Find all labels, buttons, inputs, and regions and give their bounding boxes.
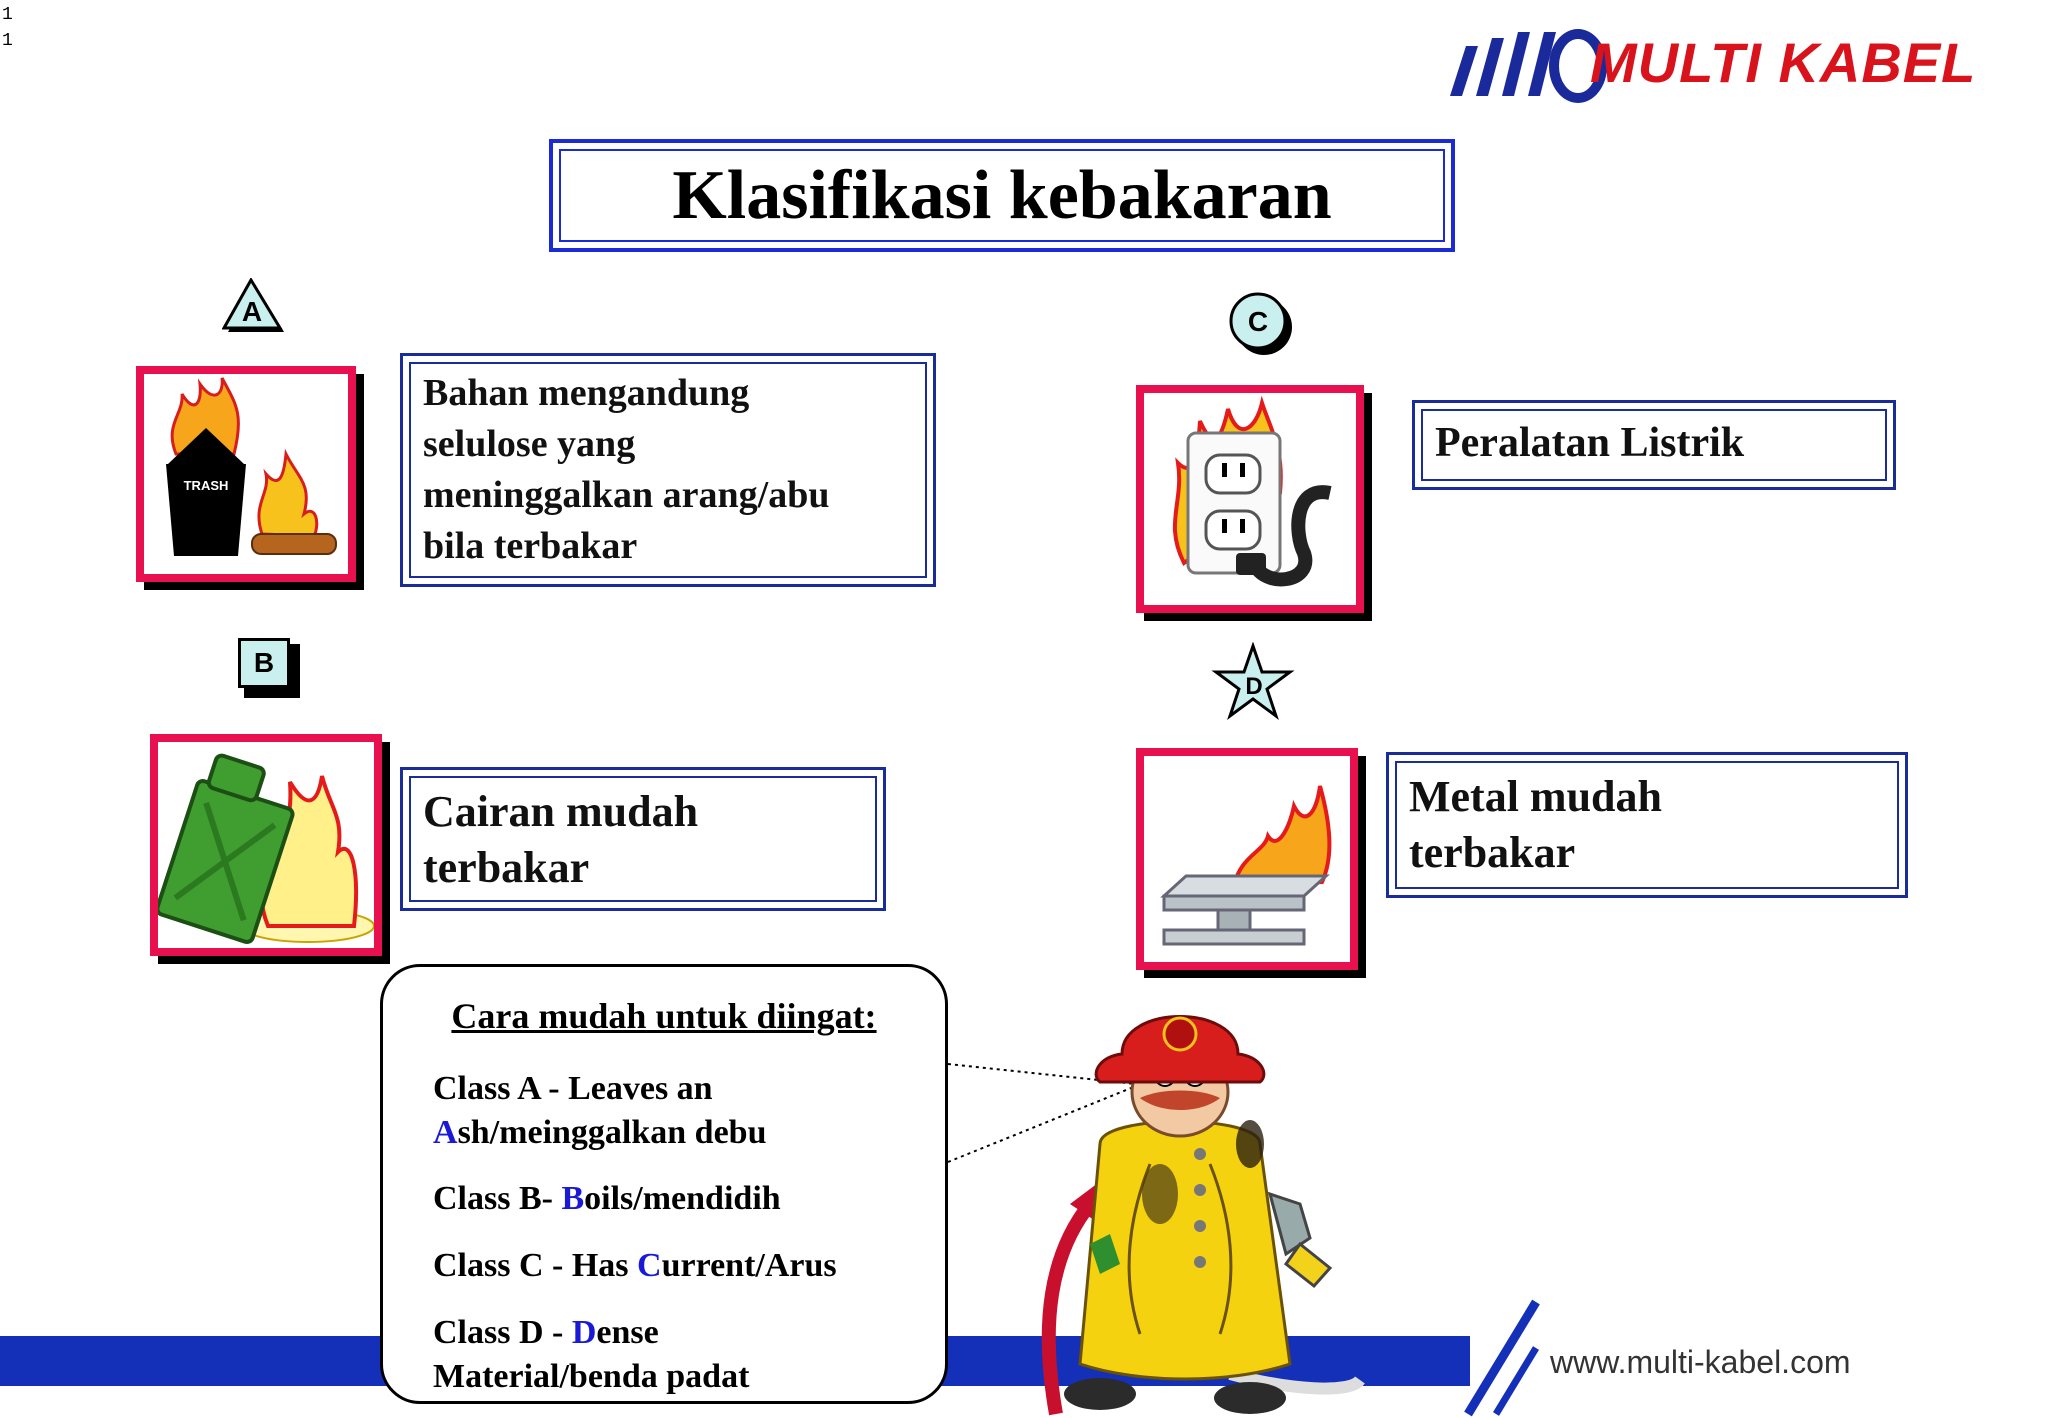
class-a-line: bila terbakar xyxy=(423,525,638,567)
class-a-picture xyxy=(136,366,356,582)
mnemonic-d-rest: ense xyxy=(596,1314,659,1351)
trash-label: TRASH xyxy=(183,478,229,493)
class-d-line: terbakar xyxy=(1409,828,1576,877)
class-b-description-box xyxy=(400,767,886,911)
mnemonic-d-highlight: D xyxy=(571,1314,597,1351)
class-a-line: Bahan mengandung xyxy=(423,372,750,414)
mnemonic-d-pre: Class D - xyxy=(433,1314,572,1351)
page-number-line: 1 xyxy=(2,5,13,25)
class-d-description xyxy=(1409,769,1891,881)
website-link[interactable]: www.multi-kabel.com xyxy=(1550,1344,1851,1380)
mnemonic-line-b xyxy=(433,1177,781,1221)
class-c-picture xyxy=(1136,385,1364,613)
page-number-line: 1 xyxy=(2,31,13,51)
class-b-description xyxy=(423,784,869,896)
class-d-star-badge xyxy=(1210,642,1296,724)
mnemonic-line-d2: Material/benda padat xyxy=(433,1358,750,1395)
burning-fuel-can-icon xyxy=(158,742,374,948)
page-title-box xyxy=(549,139,1455,252)
mnemonic-b-rest: oils/mendidih xyxy=(584,1180,781,1217)
class-a-triangle-badge xyxy=(222,278,288,338)
electrical-outlet-fire-icon xyxy=(1144,393,1356,605)
class-a-description-box xyxy=(400,353,936,587)
class-a-description xyxy=(423,368,919,572)
mnemonic-a-highlight: A xyxy=(433,1114,458,1151)
class-c-circle-badge xyxy=(1226,292,1298,358)
class-d-picture xyxy=(1136,748,1358,970)
class-a-badge-letter: A xyxy=(241,296,263,327)
page-number xyxy=(2,2,13,54)
class-a-line: selulose yang xyxy=(423,423,636,465)
class-b-line: terbakar xyxy=(423,843,590,892)
mnemonic-bubble xyxy=(380,964,948,1404)
burning-trash-icon xyxy=(144,374,348,574)
class-d-line: Metal mudah xyxy=(1409,772,1662,821)
mnemonic-line-c xyxy=(433,1244,837,1288)
mnemonic-c-rest: urrent/Arus xyxy=(661,1247,837,1284)
class-d-badge-letter: D xyxy=(1245,673,1263,700)
brand-name: MULTI KABEL xyxy=(1590,31,1977,94)
class-c-description xyxy=(1435,417,1879,469)
class-b-square-badge: B xyxy=(238,638,290,688)
footer-slash-icon xyxy=(1460,1296,1540,1418)
class-a-line: meninggalkan arang/abu xyxy=(423,474,830,516)
mnemonic-line-a2 xyxy=(433,1111,767,1155)
class-b-picture xyxy=(150,734,382,956)
mnemonic-b-highlight: B xyxy=(561,1180,585,1217)
mnemonic-line-a1: Class A - Leaves an xyxy=(433,1070,713,1107)
mnemonic-c-pre: Class C - Has xyxy=(433,1247,638,1284)
mnemonic-c-highlight: C xyxy=(637,1247,662,1284)
mnemonic-b-pre: Class B- xyxy=(433,1180,562,1217)
class-c-line: Peralatan Listrik xyxy=(1435,420,1745,466)
mnemonic-a-rest: sh/meinggalkan debu xyxy=(457,1114,767,1151)
burning-metal-beam-icon xyxy=(1144,756,1350,962)
class-c-badge-letter: C xyxy=(1247,306,1269,337)
class-d-description-box xyxy=(1386,752,1908,898)
page-title: Klasifikasi kebakaran xyxy=(672,156,1332,234)
class-b-line: Cairan mudah xyxy=(423,787,699,836)
firefighter-mascot-icon xyxy=(1030,994,1370,1418)
mnemonic-title: Cara mudah untuk diingat: xyxy=(451,996,877,1036)
class-c-description-box xyxy=(1412,400,1896,490)
mnemonic-line-d xyxy=(433,1311,659,1355)
